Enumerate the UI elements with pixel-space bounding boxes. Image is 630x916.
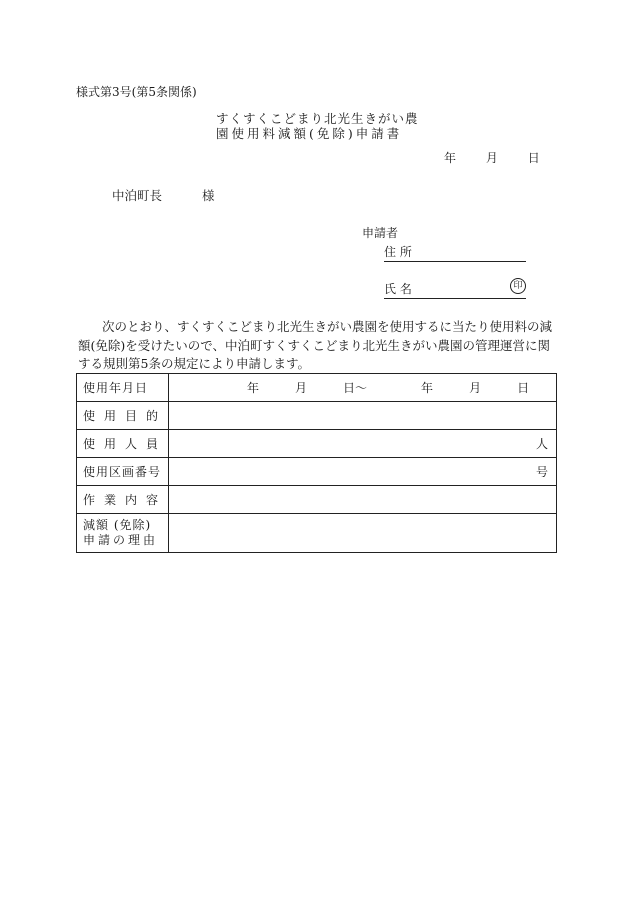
addressee-honorific: 様 (202, 188, 215, 203)
usage-purpose-label: 使用目的 (77, 402, 169, 430)
applicant-heading: 申請者 (362, 226, 399, 240)
usage-purpose-field[interactable] (169, 402, 557, 430)
application-statement: 次のとおり、すくすくこどまり北光生きがい農園を使用するに当たり使用料の減額(免除)を受けたいので、中泊町すくすくこどまり北光生きがい農園の管理運営に関する規則第5条の規定により申請します。 (78, 319, 553, 371)
table-row-reduction-reason (77, 514, 557, 553)
document-title-line-2: 園使用料減額(免除)申請書 (216, 126, 403, 141)
range-day-2: 日 (517, 381, 530, 395)
headcount-unit: 人 (535, 437, 548, 451)
applicant-address-field[interactable] (384, 243, 526, 262)
addressee-name: 中泊町長 (112, 188, 163, 203)
date-month-label: 月 (485, 151, 498, 165)
table-row-usage-purpose (77, 402, 557, 430)
table-row-usage-headcount (77, 430, 557, 458)
reduction-reason-field[interactable] (169, 514, 557, 553)
usage-date-field[interactable] (169, 374, 557, 402)
table-row-usage-date (77, 374, 557, 402)
applicant-name-label: 氏 名 (384, 282, 412, 296)
range-month-2: 月 (469, 381, 482, 395)
plot-number-label: 使用区画番号 (77, 458, 169, 486)
document-title-line-1: すくすくこどまり北光生きがい農 (216, 111, 419, 126)
work-content-label: 作業内容 (77, 486, 169, 514)
range-month-1: 月 (295, 381, 308, 395)
date-year-label: 年 (444, 151, 457, 165)
range-year-1: 年 (247, 381, 260, 395)
range-day-1: 日〜 (343, 381, 368, 395)
addressee (112, 186, 215, 204)
usage-headcount-label: 使用人員 (77, 430, 169, 458)
plot-number-field[interactable] (169, 458, 557, 486)
reduction-reason-label-line-2: 申請の理由 (83, 533, 159, 547)
usage-date-label: 使用年月日 (77, 374, 169, 402)
date-day-label: 日 (527, 151, 540, 165)
work-content-field[interactable] (169, 486, 557, 514)
reduction-reason-label-line-1: 減額 (免除) (83, 518, 152, 532)
range-year-2: 年 (421, 381, 434, 395)
reduction-reason-label (77, 514, 169, 553)
seal-mark-icon: 印 (510, 278, 526, 294)
table-row-work-content (77, 486, 557, 514)
applicant-name-field[interactable] (384, 280, 526, 299)
application-table (76, 373, 557, 553)
application-date (444, 149, 540, 166)
form-number: 様式第3号(第5条関係) (76, 85, 197, 99)
plot-number-unit: 号 (535, 465, 548, 479)
applicant-address-label: 住 所 (384, 245, 412, 259)
usage-headcount-field[interactable] (169, 430, 557, 458)
table-row-plot-number (77, 458, 557, 486)
